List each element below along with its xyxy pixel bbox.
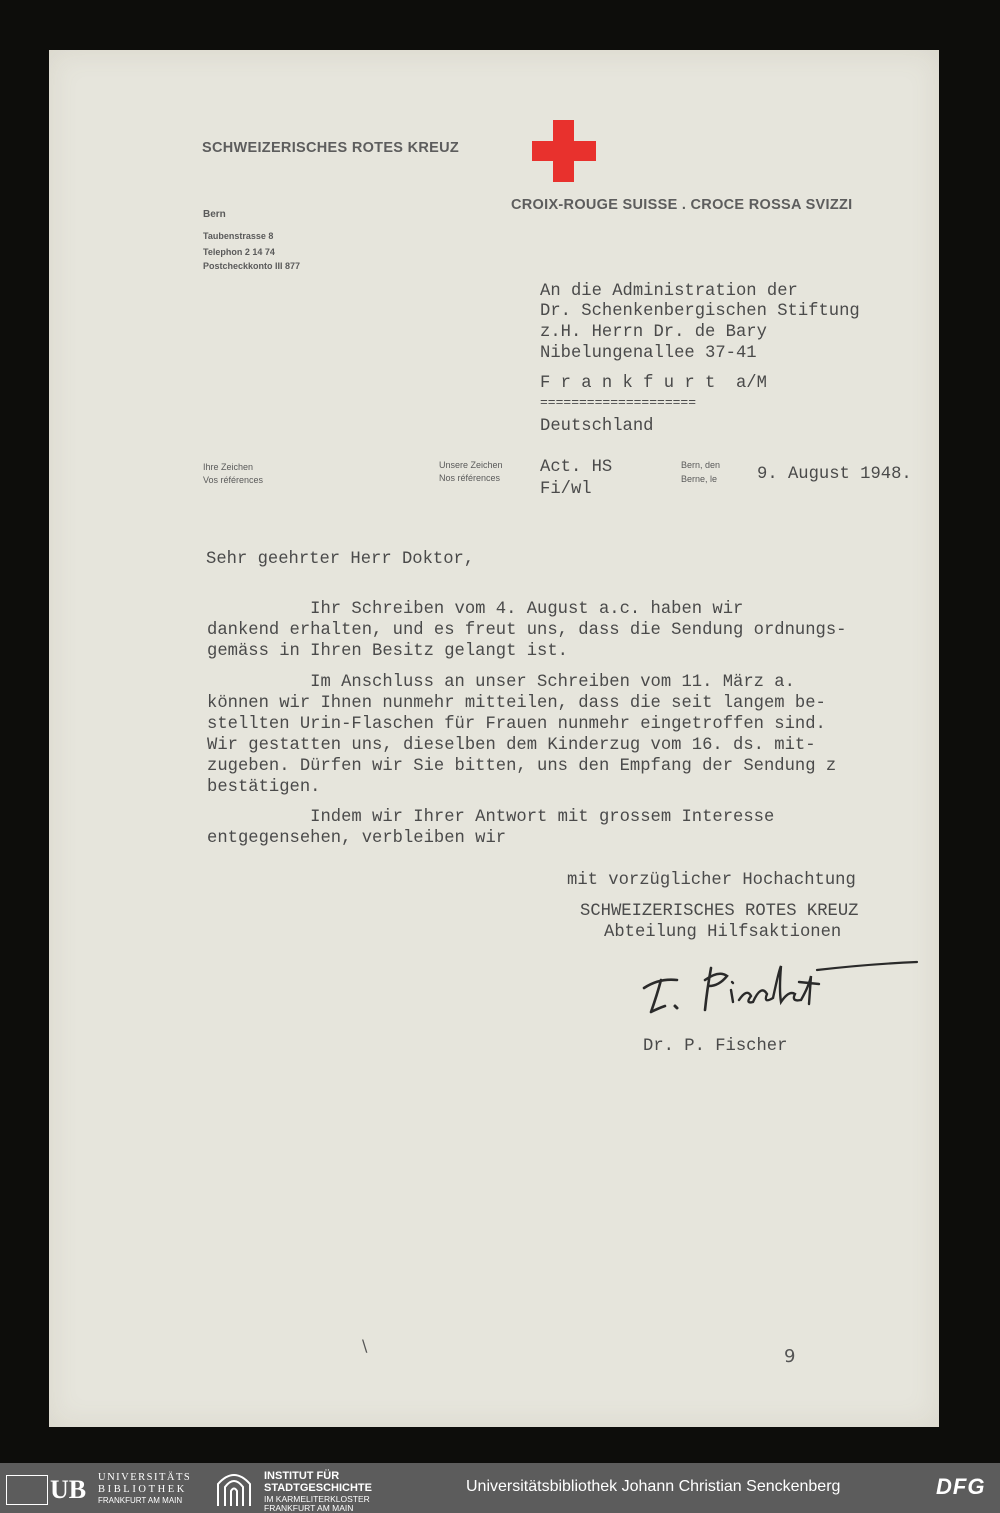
org-name-de: SCHWEIZERISCHES ROTES KREUZ [202,140,460,156]
recipient-city: F r a n k f u r t a/M [540,374,767,393]
closing-department: Abteilung Hilfsaktionen [604,923,842,942]
ub-emblem [6,1475,48,1505]
signer-name: Dr. P. Fischer [643,1037,788,1056]
isg-emblem [216,1472,252,1506]
dfg-logo: DFG [936,1474,986,1499]
body-line: stellten Urin-Flaschen für Frauen nunmehr eingetroffen sind. [207,715,826,734]
unsere-zeichen-value: Act. HS [540,458,613,477]
isg-line-4: FRANKFURT AM MAIN [264,1503,354,1513]
ub-line-1: UNIVERSITÄTS [98,1472,192,1483]
recipient-line: Nibelungenallee 37-41 [540,344,757,363]
address-line-3: Postcheckkonto III 877 [203,261,301,271]
address-line-1: Taubenstrasse 8 [203,231,274,241]
ub-line-2: BIBLIOTHEK [98,1484,187,1495]
body-line: gemäss in Ihren Besitz gelangt ist. [207,642,568,661]
ub-logo [6,1471,206,1507]
body-line: zugeben. Dürfen wir Sie bitten, uns den Empfang der Sendung z [207,757,837,776]
body-line: dankend erhalten, und es freut uns, dass die Sendung ordnungs- [207,621,847,640]
body-line: bestätigen. [207,778,321,797]
salutation: Sehr geehrter Herr Doktor, [206,550,475,569]
red-cross-emblem [532,120,596,182]
closing-line: mit vorzüglicher Hochachtung [567,871,856,890]
page-number-mark: 9 [784,1346,796,1367]
date-label-fr: Berne, le [681,474,718,484]
recipient-underline: ==================== [540,395,697,410]
letter-date: 9. August 1948. [757,465,912,484]
city-label: Bern [203,209,226,220]
isg-line-2: STADTGESCHICHTE [264,1482,372,1494]
nos-references-label: Nos références [439,473,501,483]
body-line: Ihr Schreiben vom 4. August a.c. haben wir [207,600,744,619]
closing-org: SCHWEIZERISCHES ROTES KREUZ [580,902,859,921]
footer-bar [0,1463,1000,1513]
body-line: Im Anschluss an unser Schreiben vom 11. März a. [207,673,795,692]
recipient-line: z.H. Herrn Dr. de Bary [540,323,767,342]
body-line: Wir gestatten uns, dieselben dem Kinderzug vom 16. ds. mit- [207,736,816,755]
body-line: entgegensehen, verbleiben wir [207,829,507,848]
ub-line-3: FRANKFURT AM MAIN [98,1496,183,1505]
isg-line-3: IM KARMELITERKLOSTER [264,1494,370,1504]
date-label-de: Bern, den [681,460,721,470]
body-line: Indem wir Ihrer Antwort mit grossem Interesse [207,808,775,827]
recipient-line: An die Administration der [540,282,798,301]
address-line-2: Telephon 2 14 74 [203,247,275,257]
pencil-mark-1: \ [362,1336,368,1355]
ub-logo-text: UB [50,1475,87,1504]
footer-credit: Universitätsbibliothek Johann Christian Senckenberg [466,1478,841,1495]
ihre-zeichen-label: Ihre Zeichen [203,462,254,472]
unsere-zeichen-label: Unsere Zeichen [439,460,503,470]
recipient-country: Deutschland [540,417,654,436]
vos-references-label: Vos références [203,475,264,485]
unsere-zeichen-value-2: Fi/wl [540,480,592,499]
handwritten-signature [639,950,919,1030]
letter-body [207,600,937,850]
org-name-fr-it: CROIX-ROUGE SUISSE . CROCE ROSSA SVIZZI [511,197,853,213]
isg-line-1: INSTITUT FÜR [264,1470,340,1482]
body-line: können wir Ihnen nunmehr mitteilen, dass die seit langem be- [207,694,826,713]
recipient-line: Dr. Schenkenbergischen Stiftung [540,302,860,321]
letter-page [49,50,939,1427]
